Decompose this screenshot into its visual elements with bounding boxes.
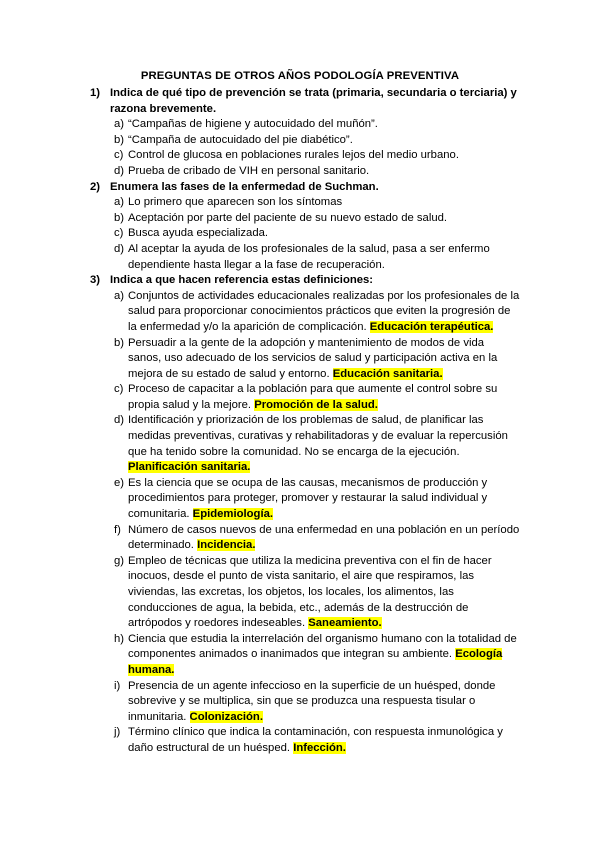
document-title: PREGUNTAS DE OTROS AÑOS PODOLOGÍA PREVENTIVA — [140, 70, 460, 82]
question-heading — [90, 86, 520, 117]
list-item — [90, 523, 520, 554]
item-letter: b) — [114, 133, 125, 146]
question-text: Indica a que hacen referencia estas definiciones: — [110, 274, 374, 287]
item-text: Ciencia que estudia la interrelación del organismo humano con la totalidad de componentes animados o inanimados que integran su ambiente. — [128, 632, 517, 661]
answer-list — [90, 289, 520, 757]
item-text: Proceso de capacitar a la población para que aumente el control sobre su propia salud y la mejore. — [128, 383, 498, 411]
item-text: Conjuntos de actividades educacionales realizadas por los profesionales de la salud para proporcionar conocimientos prácticos que eviten la progresión de la enfermedad y/o la aparición de complicación. — [128, 289, 520, 333]
highlighted-answer: Epidemiología. — [192, 508, 274, 521]
item-text: Control de glucosa en poblaciones rurales lejos del medio urbano. — [128, 149, 459, 162]
item-letter: e) — [114, 476, 125, 489]
highlighted-answer: Promoción de la salud. — [254, 398, 378, 411]
question — [90, 86, 520, 180]
highlighted-answer: Planificación sanitaria. — [128, 461, 251, 474]
list-item — [90, 148, 520, 164]
list-item — [90, 211, 520, 227]
highlighted-answer: Educación sanitaria. — [332, 367, 443, 380]
list-item — [90, 117, 520, 133]
highlighted-answer: Colonización. — [189, 710, 263, 723]
item-letter: d) — [114, 164, 125, 177]
list-item — [90, 226, 520, 242]
list-item — [90, 382, 520, 413]
highlighted-answer: Educación terapéutica. — [369, 320, 494, 333]
list-item — [90, 164, 520, 180]
item-letter: c) — [114, 149, 124, 162]
list-item — [90, 476, 520, 523]
item-letter: h) — [114, 632, 125, 645]
answer-list — [90, 195, 520, 273]
question-heading — [90, 273, 520, 289]
question-heading — [90, 180, 520, 196]
question-text: Enumera las fases de la enfermedad de Suchman. — [110, 180, 379, 193]
list-item — [90, 554, 520, 632]
item-letter: a) — [114, 289, 125, 302]
list-item — [90, 133, 520, 149]
list-item — [90, 336, 520, 383]
item-letter: a) — [114, 196, 125, 209]
highlighted-answer: Incidencia. — [197, 539, 256, 552]
question — [90, 273, 520, 756]
answer-list — [90, 117, 520, 179]
item-text: Lo primero que aparecen son los síntomas — [128, 196, 343, 209]
item-letter: a) — [114, 118, 125, 131]
question-list — [90, 86, 520, 757]
item-letter: d) — [114, 414, 125, 427]
item-letter: j) — [114, 726, 121, 739]
item-letter: c) — [114, 227, 124, 240]
item-text: Aceptación por parte del paciente de su nuevo estado de salud. — [128, 211, 448, 224]
item-letter: d) — [114, 242, 125, 255]
item-text: Empleo de técnicas que utiliza la medicina preventiva con el fin de hacer inocuos, desde el punto de vista sanitario, el aire que respiramos, las viviendas, las excretas, los objetos, los locales, los alimentos, las conducciones de agua, la bebida, etc., además de la destrucción de artrópodos y roedores indeseables. — [128, 554, 492, 630]
item-letter: b) — [114, 211, 125, 224]
list-item — [90, 725, 520, 756]
item-letter: g) — [114, 554, 125, 567]
item-text: Al aceptar la ayuda de los profesionales de la salud, pasa a ser enfermo dependiente hasta llegar a la fase de recuperación. — [128, 242, 490, 271]
list-item — [90, 242, 520, 273]
list-item — [90, 679, 520, 726]
item-text: Número de casos nuevos de una enfermedad en una población en un período determinado. — [128, 523, 520, 552]
item-text: Persuadir a la gente de la adopción y mantenimiento de modos de vida sanos, uso adecuado de los servicios de salud y participación activa en la mejora de su estado de salud y entorno. — [128, 336, 498, 380]
highlighted-answer: Ecología humana. — [128, 648, 503, 676]
highlighted-answer: Saneamiento. — [308, 617, 382, 630]
question — [90, 180, 520, 274]
list-item — [90, 289, 520, 336]
item-text: Busca ayuda especializada. — [128, 227, 269, 240]
item-text: Prueba de cribado de VIH en personal sanitario. — [128, 164, 370, 177]
item-text: Término clínico que indica la contaminación, con respuesta inmunológica y daño estructural de un huésped. — [128, 726, 503, 754]
list-item — [90, 632, 520, 679]
item-letter: i) — [114, 679, 121, 692]
item-text: Es la ciencia que se ocupa de las causas, mecanismos de producción y procedimientos para proteger, promover y restaurar la salud individual y comunitaria. — [128, 476, 488, 521]
item-text: Presencia de un agente infeccioso en la superficie de un huésped, donde sobrevive y se multiplica, sin que se produzca una respuesta tisular o inmunitaria. — [128, 679, 496, 723]
item-text: Identificación y priorización de los problemas de salud, de planificar las medidas preventivas, curativas y rehabilitadoras y de evaluar la repercusión que ha tenido sobre la comunidad. No se encarga de la ejecución. — [128, 414, 508, 458]
item-letter: f) — [114, 523, 121, 536]
highlighted-answer: Infección. — [293, 741, 346, 754]
item-text: “Campañas de higiene y autocuidado del muñón”. — [128, 118, 378, 131]
question-number: 2) — [90, 180, 101, 193]
question-number: 1) — [90, 87, 101, 99]
list-item — [90, 413, 520, 475]
question-text: Indica de qué tipo de prevención se trata (primaria, secundaria o terciaria) y razona brevemente. — [110, 87, 517, 115]
item-text: “Campaña de autocuidado del pie diabético”. — [128, 133, 353, 146]
question-number: 3) — [90, 274, 101, 287]
list-item — [90, 195, 520, 211]
item-letter: c) — [114, 383, 124, 396]
item-letter: b) — [114, 336, 125, 349]
